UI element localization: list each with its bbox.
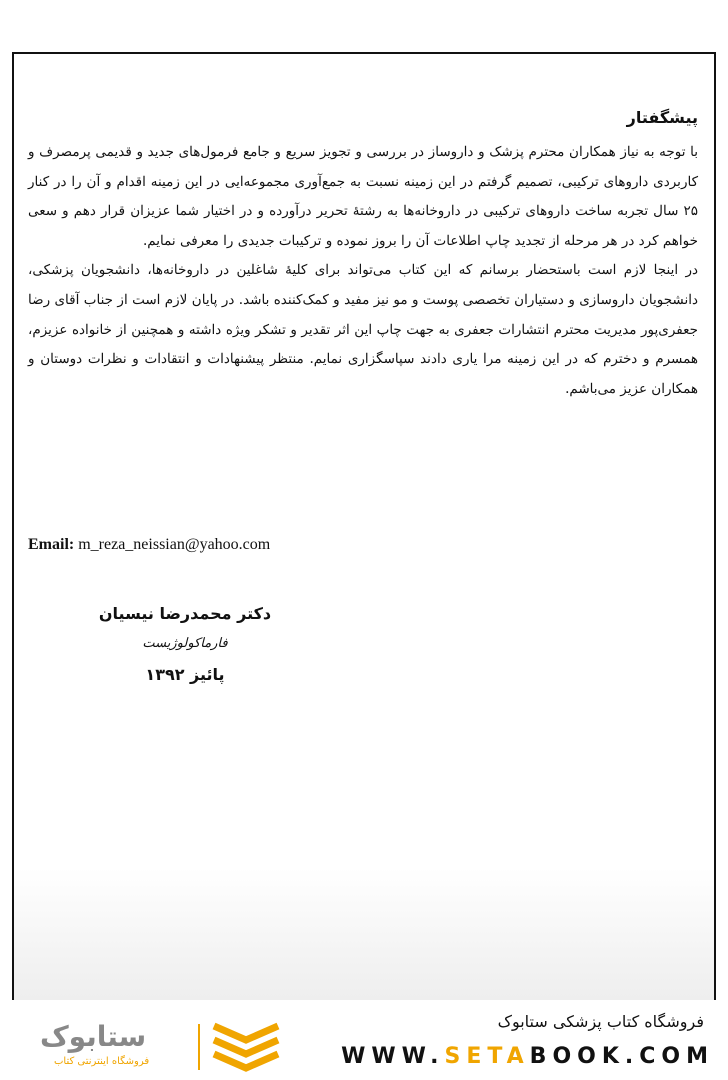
email-address: m_reza_neissian@yahoo.com bbox=[78, 536, 271, 553]
email-label: Email: bbox=[28, 536, 75, 553]
signature-date: پائیز ۱۳۹۲ bbox=[145, 665, 225, 684]
url-prefix: WWW. bbox=[341, 1044, 445, 1069]
chevron-stack-icon bbox=[210, 1022, 282, 1072]
logo-divider bbox=[198, 1024, 200, 1070]
store-url[interactable] bbox=[341, 1044, 714, 1069]
logo-wordmark: ستابوک bbox=[40, 1020, 147, 1053]
preface-heading: پیشگفتار bbox=[626, 108, 698, 127]
preface-paragraph-2: در اینجا لازم است باستحضار برسانم که این کتاب می‌تواند برای کلیهٔ شاغلین در داروخانه‌ها، دانشجویان پزشکی، دانشجویان داروسازی و دستیاران تخصصی پوست و مو نیز مفید و کمک‌کننده باشد. در پایان لازم است از جناب آقای رضا جعفری‌پور مدیریت محترم انتشارات جعفری به جهت چاپ این اثر تقدیر و تشکر ویژه داشته و همچنین از خانواده عزیزم، همسرم و دخترم که در این زمینه مرا یاری دادند سپاسگزاری نمایم. منتظر پیشنهادات و انتقادات و نظرات دوستان و همکاران عزیز می‌باشم. bbox=[28, 262, 698, 397]
url-suffix: BOOK.COM bbox=[529, 1044, 714, 1069]
preface-paragraph-1: با توجه به نیاز همکاران محترم پزشک و داروساز در بررسی و تجویز سریع و جامع فرمول‌های جدید و قدیمی پرمصرف و کاربردی داروهای ترکیبی، تصمیم گرفتم در این زمینه نسبت به جمع‌آوری مجموعه‌ایی در این زمینه اقدام و آن را در کنار ۲۵ سال تجربه ساخت داروهای ترکیبی در داروخانه‌ها به رشتهٔ تحریر درآورده و در اختیار شما عزیزان قرار دهم و سعی خواهم کرد در هر مرحله از تجدید چاپ اطلاعات آن را بروز نموده و ترکیبات جدیدی را معرفی نمایم. bbox=[28, 144, 698, 249]
signature-block bbox=[80, 598, 290, 692]
store-logo[interactable] bbox=[34, 1018, 284, 1078]
store-footer bbox=[0, 1000, 728, 1080]
logo-subtitle: فروشگاه اینترنتی کتاب bbox=[54, 1056, 150, 1067]
store-name: فروشگاه کتاب پزشکی ستابوک bbox=[497, 1012, 704, 1031]
preface-content bbox=[28, 104, 698, 404]
email-line bbox=[28, 536, 270, 554]
url-brand: SETA bbox=[444, 1044, 530, 1069]
author-title: فارماکولوژیست bbox=[142, 636, 228, 651]
author-name: دکتر محمدرضا نیسیان bbox=[98, 604, 272, 623]
